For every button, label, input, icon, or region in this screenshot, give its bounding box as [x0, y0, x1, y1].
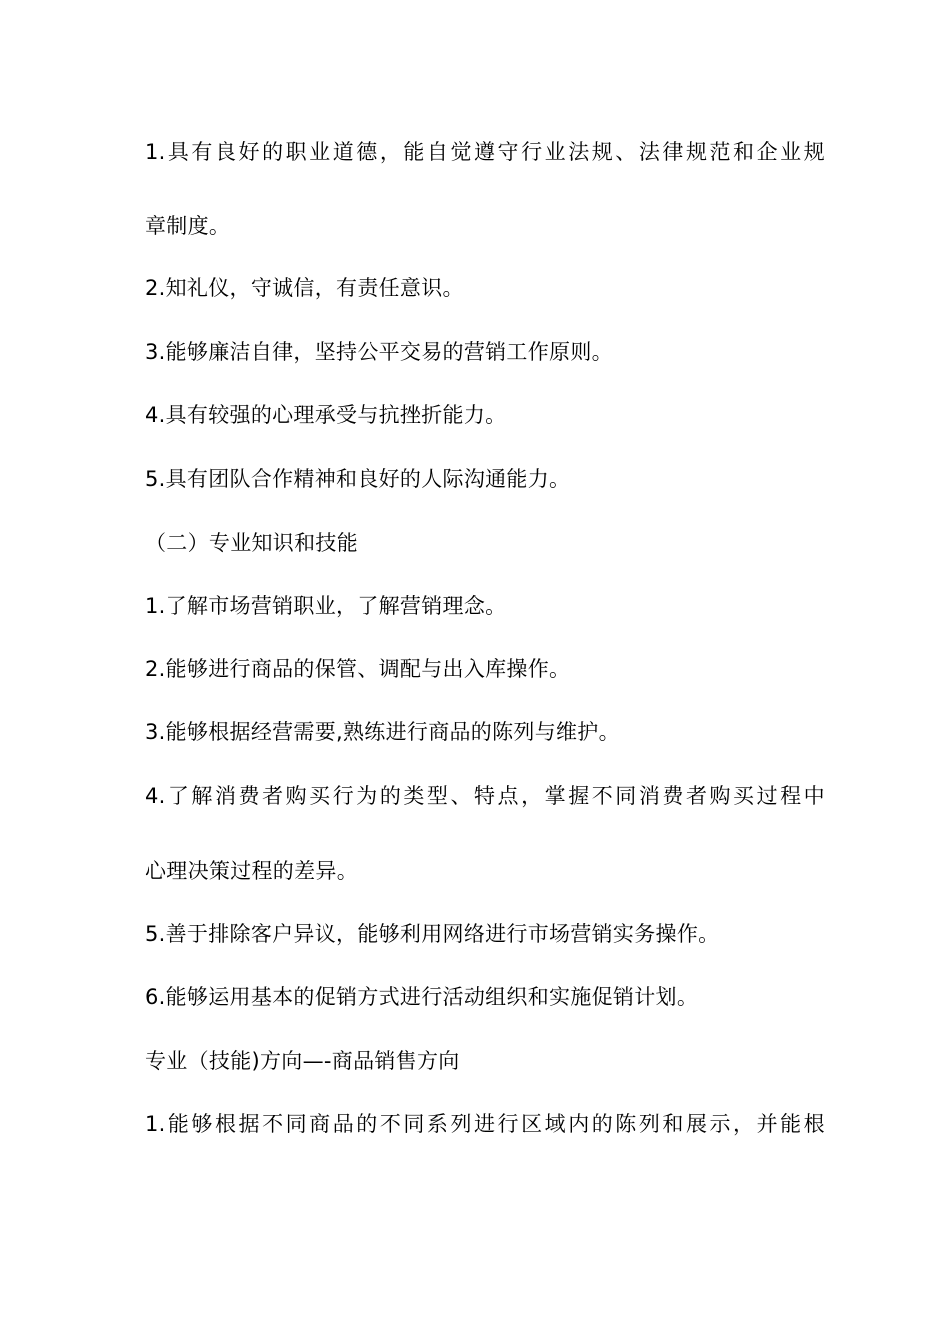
text-line: 6.能够运用基本的促销方式进行活动组织和实施促销计划。 [145, 985, 699, 1009]
text-line: 4.了解消费者购买行为的类型、特点，掌握不同消费者购买过程中 [145, 784, 825, 808]
text-line: 1.了解市场营销职业，了解营销理念。 [145, 594, 507, 618]
text-line: 章制度。 [145, 214, 231, 238]
text-line: 1.能够根据不同商品的不同系列进行区域内的陈列和展示，并能根 [145, 1112, 825, 1136]
section-heading: 专业（技能)方向—-商品销售方向 [145, 1049, 460, 1073]
section-heading: （二）专业知识和技能 [145, 531, 358, 555]
text-line: 4.具有较强的心理承受与抗挫折能力。 [145, 403, 507, 427]
text-line: 3.能够根据经营需要,熟练进行商品的陈列与维护。 [145, 720, 620, 744]
text-line: 3.能够廉洁自律，坚持公平交易的营销工作原则。 [145, 340, 613, 364]
text-line: 1.具有良好的职业道德，能自觉遵守行业法规、法律规范和企业规 [145, 140, 825, 164]
text-line: 2.能够进行商品的保管、调配与出入库操作。 [145, 657, 571, 681]
text-line: 心理决策过程的差异。 [145, 859, 358, 883]
text-line: 2.知礼仪，守诚信，有责任意识。 [145, 276, 464, 300]
text-line: 5.具有团队合作精神和良好的人际沟通能力。 [145, 467, 571, 491]
text-line: 5.善于排除客户异议，能够利用网络进行市场营销实务操作。 [145, 922, 720, 946]
